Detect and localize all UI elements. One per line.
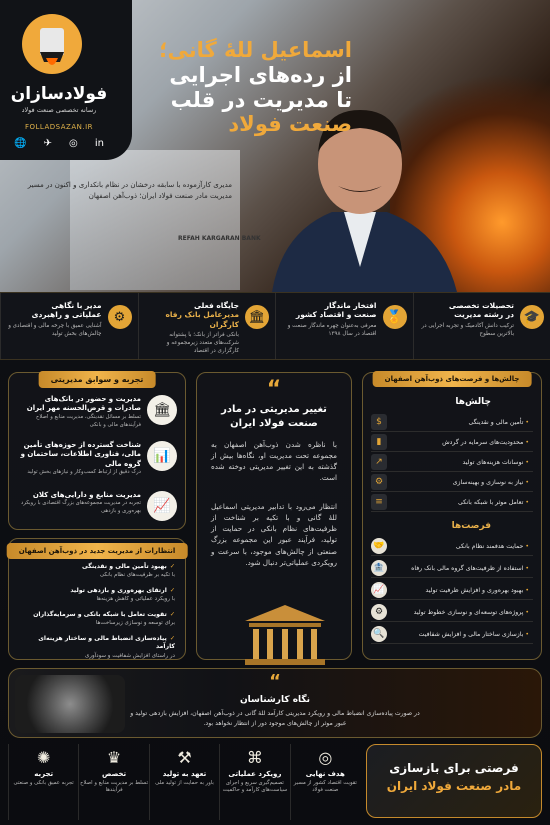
challenge-label: • نوسانات هزینه‌های تولید <box>463 459 533 466</box>
analyst-view-panel <box>8 668 542 738</box>
dollar-icon: $ <box>371 414 387 430</box>
medal-icon: 🏅 <box>383 305 407 329</box>
hero-lede: مدیری کارآزموده با سابقه درخشان در نظام بانکداری و اکنون در مسیر مدیریت مادر صنعت فولاد ایران؛ ذوب‌آهن اصفهان <box>27 181 232 200</box>
value-desc: تسلط بر مدیریت منابع و اصلاح فرآیندها <box>80 780 149 794</box>
analyst-text: در صورت پیاده‌سازی انضباط مالی و رویکرد مدیریتی کارآمد للهٔ گانی در ذوب‌آهن اصفهان، افزایش بازدهی تولید و عبور موثر از چالش‌های موجود دور از انتظار نخواهد بود. <box>130 710 420 727</box>
challenge-label: • تعامل موثر با شبکه بانکی <box>458 499 533 506</box>
challenge-row <box>371 453 533 472</box>
highlight-subtitle: صنعت و اقتصاد کشور <box>295 310 377 320</box>
opportunity-row <box>371 603 533 622</box>
highlight-desc: آشنایی عمیق با چرخه مالی و اقتصادی و چالش‌های بخش تولید <box>8 322 102 337</box>
opportunity-row <box>371 625 533 644</box>
expectation-item <box>33 611 175 628</box>
badge-icon: ✺ <box>36 748 51 767</box>
headline-line-4: صنعت فولاد <box>228 112 352 137</box>
highlight-desc: بانکی فراتر از بانک؛ با پشتوانه شرکت‌های متعدد زیرمجموعه و کارگزاری در اقتصاد <box>166 332 239 355</box>
bank-icon: 🏛 <box>245 305 269 329</box>
telegram-icon[interactable]: ✈ <box>43 138 52 149</box>
value-title: تخصص <box>102 770 127 778</box>
opportunities-subtitle: فرصت‌ها <box>451 521 491 531</box>
opportunity-label: • استفاده از ظرفیت‌های گروه مالی بانک رفاه <box>411 565 533 572</box>
challenges-title: چالش‌ها و فرصت‌های ذوب‌آهن اصفهان <box>373 371 532 387</box>
value-title: تعهد به تولید <box>162 770 207 778</box>
opportunity-row <box>371 559 533 578</box>
experience-item <box>17 441 177 477</box>
bank-building-image <box>70 150 240 290</box>
opportunity-row <box>371 581 533 600</box>
expectation-title: تقویت تعامل با شبکه بانکی و سرمایه‌گذاران <box>33 611 167 618</box>
quote-mark-icon: “ <box>266 377 282 402</box>
expectations-panel <box>8 538 186 660</box>
headline-line-2: از رده‌های اجرایی <box>169 62 352 87</box>
experience-panel <box>8 372 186 530</box>
highlight-desc: معرفی به‌عنوان چهره ماندگار صنعت و اقتصاد در سال ۱۳۹۸ <box>287 322 377 337</box>
bank-icon: 🏛 <box>147 395 177 425</box>
instagram-icon[interactable]: ◎ <box>69 138 78 149</box>
globe-icon[interactable]: 🌐 <box>14 138 27 149</box>
expectation-desc: با رویکرد عملیاتی و کاهش هزینه‌ها <box>96 596 175 603</box>
linkedin-icon[interactable]: in <box>94 138 104 149</box>
highlight-honor <box>275 293 413 359</box>
headline-line-3: تا مدیریت در قلب <box>170 87 352 112</box>
gear-icon: ⚙ <box>108 305 132 329</box>
value-item <box>78 744 148 820</box>
highlight-manager <box>0 293 138 359</box>
challenge-row <box>371 413 533 432</box>
brand-site[interactable]: FOLLADSAZAN.IR <box>24 123 93 131</box>
bars-icon: ▮ <box>371 434 387 450</box>
bank-icon: 🏦 <box>371 560 387 576</box>
social-links <box>14 138 104 149</box>
challenge-label: • محدودیت‌های سرمایه در گردش <box>442 439 533 446</box>
opportunity-label: • بهبود بهره‌وری و افزایش ظرفیت تولید <box>426 587 533 594</box>
magnifier-icon: 🔍 <box>371 626 387 642</box>
graduation-cap-icon: 🎓 <box>520 305 544 329</box>
values-strip <box>8 744 360 820</box>
opportunity-row <box>371 537 533 556</box>
value-item <box>290 744 360 820</box>
challenges-subtitle: چالش‌ها <box>455 397 491 407</box>
challenge-row <box>371 473 533 492</box>
highlight-title: افتخار ماندگار <box>324 301 377 310</box>
value-desc: تجربه عمیق بانکی و صنعتی <box>13 780 74 786</box>
brand-tagline: رسانه تخصصی صنعت فولاد <box>21 106 97 114</box>
challenge-label: • تأمین مالی و نقدینگی <box>468 419 533 426</box>
expectation-title: پیاده‌سازی انضباط مالی و ساختار هزینه‌ای کارآمد <box>38 635 175 651</box>
growth-icon: 📈 <box>371 582 387 598</box>
opportunity-label: • بازسازی ساختار مالی و افزایش شفافیت <box>419 631 533 638</box>
highlight-title: جایگاه فعلی <box>193 301 239 310</box>
center-paragraph-1: با ناظره شدن ذوب‌آهن اصفهان به مجموعه تحت مدیریت او، نگاه‌ها بیش از گذشته به این تغییر مدیریتی دوخته شده است. <box>211 440 337 483</box>
expectation-desc: با تکیه بر ظرفیت‌های نظام بانکی <box>99 572 175 579</box>
highlight-desc: ترکیب دانش آکادمیک و تجربه اجرایی در بالاترین سطوح <box>421 322 514 337</box>
highlight-position <box>138 293 276 359</box>
trend-icon: ↗ <box>371 454 387 470</box>
expectations-title: انتظارات از مدیریت جدید در ذوب‌آهن اصفهان <box>7 543 188 559</box>
expectation-title: بهبود تأمین مالی و نقدینگی <box>81 563 167 570</box>
strategy-icon: ⌘ <box>246 748 263 767</box>
handshake-icon: 🤝 <box>371 538 387 554</box>
value-item <box>8 744 78 820</box>
opportunity-label: • پروژه‌های توسعه‌ای و نوسازی خطوط تولید <box>414 609 533 616</box>
experience-item-title: شناخت گسترده از حوزه‌های تأمین مالی، فناوری اطلاعات، ساختمان و گروه مالی <box>20 441 141 468</box>
target-icon: ◎ <box>318 748 333 767</box>
value-title: رویکرد عملیاتی <box>228 770 282 778</box>
ladle-logo-icon <box>20 12 84 76</box>
value-title: تجربه <box>34 770 54 778</box>
brand-name: فولادسازان <box>10 84 108 104</box>
challenge-row <box>371 493 533 512</box>
highlight-subtitle: مدیرعامل بانک رفاه کارگران <box>165 310 239 329</box>
value-desc: تصمیم‌گیری سریع و اجرای سیاست‌های کارآمد و حاکمیت <box>222 780 288 794</box>
center-title: تغییر مدیریتی در مادر صنعت فولاد ایران <box>221 404 327 429</box>
crown-icon: ♛ <box>106 748 122 767</box>
growth-icon: 📈 <box>147 491 177 521</box>
challenge-label: • نیاز به نوسازی و بهینه‌سازی <box>453 479 533 486</box>
challenge-row <box>371 433 533 452</box>
expectation-item <box>33 563 175 580</box>
expectation-desc: برای توسعه و نوسازی زیرساخت‌ها <box>95 620 175 627</box>
headline-line-1: اسماعیل للهٔ گانی؛ <box>159 38 352 62</box>
value-item <box>219 744 289 820</box>
brand-block <box>0 0 132 160</box>
chart-icon: 📊 <box>147 441 177 471</box>
value-title: هدف نهایی <box>305 770 345 778</box>
expectation-item <box>33 635 175 660</box>
highlight-subtitle: در رشته مدیریت <box>454 310 514 320</box>
value-desc: تقویت اقتصاد کشور از مسیر صنعت فولاد <box>293 780 357 794</box>
experience-item-desc: تسلط بر مسائل نقدینگی، مدیریت منابع و اصلاح فرآیندهای مالی و بانکی <box>35 413 141 428</box>
callout-line-1: فرصتی برای بازسازی <box>389 761 519 775</box>
expectation-desc: در راستای افزایش شفافیت و سودآوری <box>85 652 175 659</box>
value-desc: باور به حمایت از تولید ملی <box>155 780 214 786</box>
experience-item-title: مدیریت منابع و دارایی‌های کلان <box>32 491 141 499</box>
expectation-title: ارتقای بهره‌وری و بازدهی تولید <box>70 587 167 594</box>
center-paragraph-2: انتظار می‌رود با تدابیر مدیریتی اسماعیل للهٔ گانی و با تکیه بر شناخت از ظرفیت‌های نظام بانکی در حمایت از تولید، فرآیند عبور این مجموعه بزرگ صنعتی از چالش‌های موجود، با سرعت و رویکردی عملیاتی‌تر دنبال شود. <box>211 502 337 567</box>
highlight-title: تحصیلات تخصصی <box>448 301 514 310</box>
opportunity-label: • حمایت هدفمند نظام بانکی <box>456 543 533 550</box>
callout-line-2: مادر صنعت فولاد ایران <box>386 779 522 793</box>
experience-title: تجربه و سوابق مدیریتی <box>39 371 156 388</box>
experience-item <box>17 395 177 429</box>
highlight-subtitle: عملیاتی و راهبردی <box>31 310 102 320</box>
expectation-item <box>33 587 175 604</box>
highlight-title: مدیر با نگاهی <box>51 301 102 310</box>
bank-icon: ≡ <box>371 494 387 510</box>
tools-icon: ⚒ <box>177 748 192 767</box>
challenges-panel <box>362 372 542 660</box>
closing-callout <box>366 744 542 818</box>
experience-item-desc: درک دقیق از ارتباط کسب‌وکار و نیازهای بخش تولید <box>27 469 141 476</box>
experience-item <box>17 491 177 521</box>
value-item <box>149 744 219 820</box>
gear-icon: ⚙ <box>371 604 387 620</box>
highlights-band <box>0 292 550 360</box>
bank-sign-text: REFAH KARGARAN BANK <box>178 235 261 242</box>
hero-headline <box>132 38 352 137</box>
highlight-education <box>413 293 550 359</box>
experience-item-title: مدیریت و حضور در بانک‌های صادرات و قرض‌الحسنه مهر ایران <box>26 395 141 413</box>
gear-icon: ⚙ <box>371 474 387 490</box>
analyst-title: نگاه کارشناسان <box>239 695 311 705</box>
experience-item-desc: تجربه در مدیریت مجموعه‌های بزرگ اقتصادی با رویکرد بهره‌وری و بازدهی <box>20 500 141 515</box>
management-change-panel <box>196 372 352 660</box>
quote-mark-icon: “ <box>269 671 281 692</box>
bank-columns-image <box>235 601 335 671</box>
